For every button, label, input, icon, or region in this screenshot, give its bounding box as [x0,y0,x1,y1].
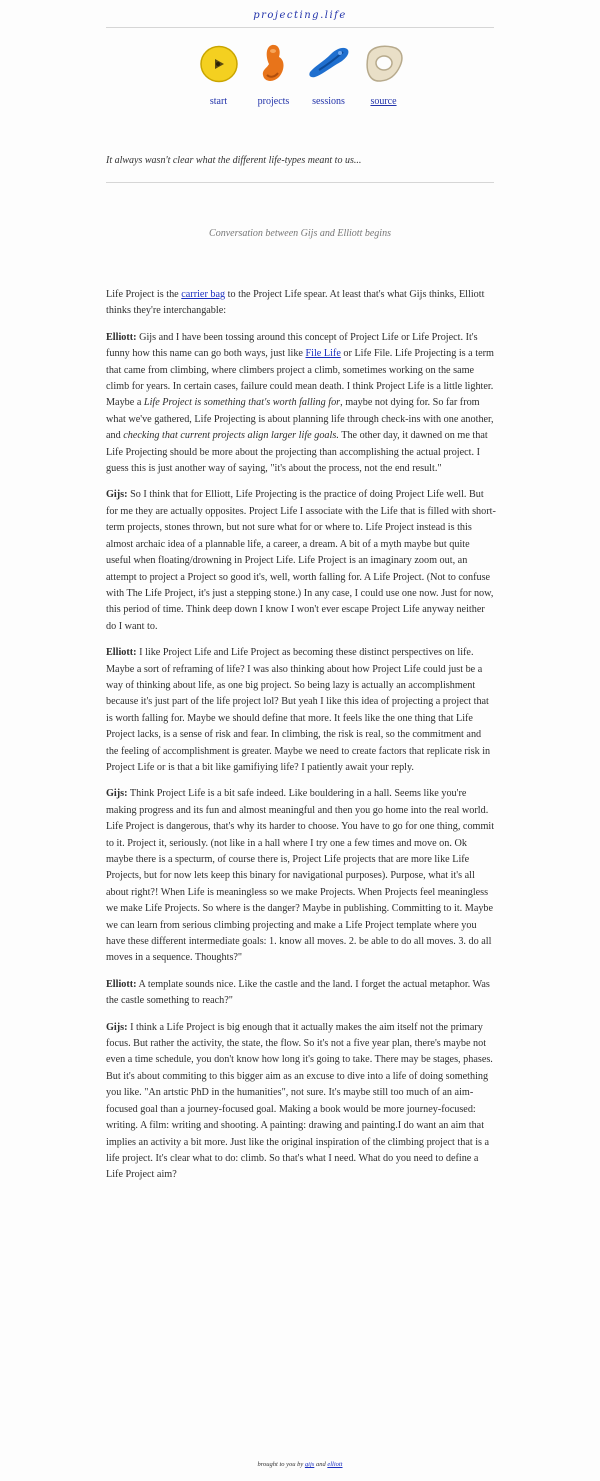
gijs-message-3 [106,1020,496,1184]
speaker-label: Gijs: [106,788,128,800]
elliott-message-3 [106,977,496,1010]
file-life-link[interactable]: File Life [305,348,341,360]
message-text: A template sounds nice. Like the castle and the land. I forget the actual metaphor. Was the castle something to reach?" [106,978,490,1007]
nav-item-projects[interactable] [246,42,301,107]
site-title[interactable]: projecting.life [253,10,347,21]
intro-divider [106,182,494,183]
speaker-label: Elliott: [106,978,137,990]
intro-text: It always wasn't clear what the different life-types meant to us... [106,155,362,166]
elliott-message-2 [106,645,496,776]
message-text: I think a Life Project is big enough that it actually makes the aim itself not the primary focus. But rather the activity, the state, the flow. So it's not a five year plan, there's maybe not even a time schedule, you don't know how long it's going to take. There may be stages, phases. But it's about commiting to this bigger aim as an excuse to dive into a life of doing something you like. "An artstic PhD in the humanities", not sure. It's maybe still too much of an aim-focused goal than a journey-focused goal. Making a book would be more journey-focused: writing. A film: writing and shooting. A painting: drawing and painting.I do want an aim that implies an activity a bit more. Just like the original inspiration of the climbing project that is a life project. It's clear what to do: climb. So that's what I need. What do you need to define a Life Project aim? [106,1021,493,1181]
orange-climbing-hold-icon [252,42,296,86]
speaker-label: Elliott: [106,647,137,659]
yellow-climbing-hold-icon [197,42,241,86]
message-text: Gijs and I have been tossing around this concept of Project Life or Life Project. It's funny how this name can go both ways, just like [106,331,478,360]
message-text: So I think that for Elliott, Life Projecting is the practice of doing Project Life well. But for me they are actually opposites. Project Life I associate with the Life that is filled with short-term projects, stones thrown, but not sure what for or where to. Life Project instead is this almost archaic idea of a plannable life, a career, a dream. A bit of a myth maybe but quite useful when floating/drowning in Project Life. Life Project is an imaginary zoom out, an attempt to project a Project so good it's, well, worth falling for. A Life Project. (Not to confuse with The Life Project, it's just a stepping stone.) In any case, I could use one now. Just for now, this period of time. Think deep down I know I won't ever escape Project Life anyway neither do I want to. [106,489,496,632]
speaker-label: Gijs: [106,1021,128,1033]
nav-label-projects[interactable]: projects [257,96,290,107]
conversation-subhead: Conversation between Gijs and Elliott begins [209,228,391,239]
message-text: The other day, it dawned on me that Life Projecting should be more about the projecting than accomplishing the actual project. I guess this is just another way of saying, "it's about the process, not the end result." [106,430,488,475]
beige-climbing-hold-icon [362,42,406,86]
carrier-bag-link[interactable]: carrier bag [181,289,226,300]
opening-text-a: Life Project is the [106,289,182,300]
blue-climbing-hold-icon [307,42,351,86]
emphasis-text: Life Project is something that's worth falling for [143,397,341,409]
message-text: or Life File. Life Projecting is a term that came from climbing, where climbers project a climb, sometimes working on the same climb for years. In certain cases, failure could mean death. I think Project Life is a little lighter. Maybe a [106,348,494,409]
gijs-link[interactable]: gijs [304,1461,315,1468]
message-text: , maybe not dying for. So far from what we've gathered, Life Projecting is about planning life through check-ins with one another, and [106,397,494,442]
elliott-link[interactable]: elliott [327,1461,343,1468]
speaker-label: Gijs: [106,489,128,501]
footer-prefix: brought to you by [257,1461,305,1468]
conversation-body [106,287,496,1194]
message-text: Think Project Life is a bit safe indeed. Like bouldering in a hall. Seems like you're making progress and its fun and almost meaningful and then you go home into the real world. Life Project is dangerous, that's why its harder to choose. You have to go for one thing, commit to it. Project it, seriously. (not like in a hall where I try one a few times and move on. Ok maybe there is a specturm, of course there is, Project Life projects that are more like Life Projects, but for now lets keep this binary for navigational purposes). Purpose, what it's all about right?! When Life is meaningless so we make Projects. When Projects feel meaningless we make Life Projects. So where is the danger? Maybe in publishing. Committing to it. Maybe we can learn from serious climbing projecting and make a Life Project template where you have these different intermediate goals: 1. know all moves. 2. be able to do all moves. 3. do all moves in a sequence. Thoughts?" [106,788,495,964]
nav-label-sessions[interactable]: sessions [312,96,345,107]
message-text: I like Project Life and Life Project as becoming these distinct perspectives on life. Maybe a sort of reframing of life? I was also thinking about how Project Life could just be a way of thinking about life, as one big project. So being lazy is actually an accomplishment because it's just part of the life project lol? But yeah I like this idea of projecting a project that is worth falling for. Maybe we should define that more. It feels like the one thing that Life Project lacks, is a sense of risk and fear. In climbing, the risk is real, so the commitment and the feeling of accomplishment is greater. Maybe we need to create factors that replicate risk in Project Life or is that a bit like gamifiying life? I patiently await your reply. [106,647,491,773]
emphasis-text: checking that current projects align larger life goals. [123,430,339,442]
header-divider [106,27,494,28]
nav-item-sessions[interactable] [301,42,356,107]
footer-and: and [314,1461,328,1468]
main-nav [191,42,411,107]
nav-label-source[interactable]: source [370,96,397,107]
elliott-message-1 [106,330,496,478]
nav-item-start[interactable] [191,42,246,107]
speaker-label: Elliott: [106,331,137,343]
opening-paragraph [106,287,496,320]
gijs-message-2 [106,786,496,966]
nav-label-start[interactable]: start [209,96,228,107]
opening-text-b: to the Project Life spear. At least that's what Gijs thinks, Elliott thinks they're interchangable: [106,289,485,317]
footer [0,1461,600,1468]
gijs-message-1 [106,487,496,635]
nav-item-source[interactable] [356,42,411,107]
